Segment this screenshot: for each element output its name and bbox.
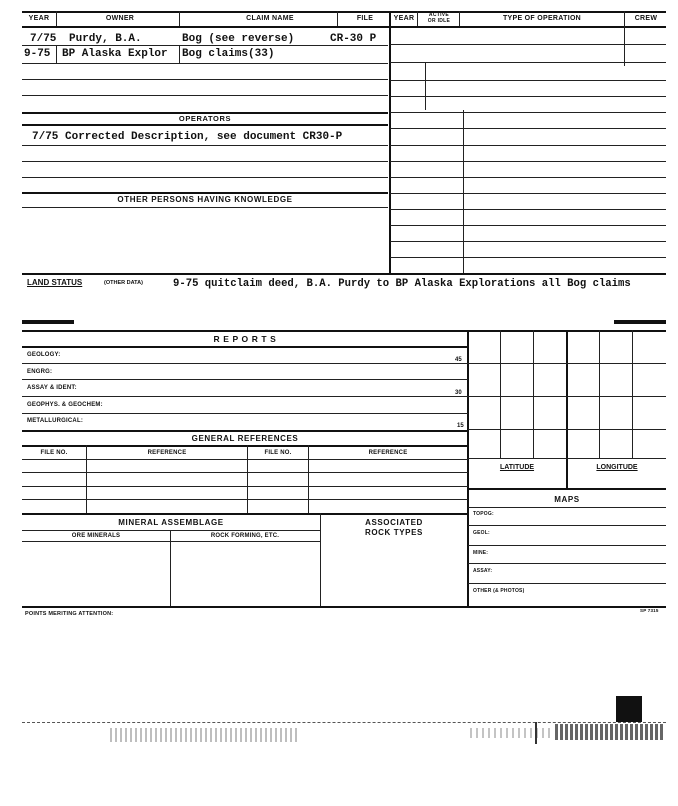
col-header-claim-name: CLAIM NAME — [246, 15, 294, 22]
col-header-year-2: YEAR — [393, 15, 415, 22]
maps-title: MAPS — [554, 495, 580, 504]
col-header-year: YEAR — [28, 15, 50, 22]
gr-file-no-2: FILE NO. — [264, 450, 292, 456]
map-topog: TOPOG: — [473, 511, 494, 517]
land-status-label: LAND STATUS — [27, 278, 83, 287]
active-line2: OR IDLE — [427, 18, 451, 24]
form-number: SP 7315 — [640, 608, 659, 613]
land-status-text: 9-75 quitclaim deed, B.A. Purdy to BP Alaska Explorations all Bog claims — [173, 278, 631, 290]
report-engrg: ENGRG: — [27, 369, 53, 375]
reports-title: R E P O R T S — [213, 334, 277, 344]
map-mine: MINE: — [473, 550, 489, 556]
mineral-assemblage-title: MINERAL ASSEMBLAGE — [118, 518, 224, 527]
report-assay: ASSAY & IDENT: — [27, 385, 77, 391]
owner-name-2: BP Alaska Explor — [62, 48, 168, 60]
col-header-type-of-operation: TYPE OF OPERATION — [502, 15, 582, 22]
report-metallurgical-num: 15 — [457, 423, 464, 429]
gr-file-no: FILE NO. — [40, 450, 68, 456]
claim-name-2: Bog claims(33) — [182, 48, 275, 60]
owner-date-1: 7/75 — [30, 33, 57, 45]
gr-reference-2: REFERENCE — [368, 450, 408, 456]
owner-name-1: Purdy, B.A. — [69, 33, 142, 45]
assoc-line1: ASSOCIATED — [365, 518, 423, 527]
report-metallurgical: METALLURGICAL: — [27, 418, 84, 424]
report-geology: GEOLOGY: — [27, 352, 61, 358]
col-header-file: FILE — [356, 15, 374, 22]
assoc-line2: ROCK TYPES — [364, 528, 423, 537]
points-meriting-attention: POINTS MERITING ATTENTION: — [25, 611, 114, 617]
report-geophys: GEOPHYS. & GEOCHEM: — [27, 402, 103, 408]
active-line1: ACTIVE — [428, 12, 450, 18]
land-status-sublabel: (OTHER DATA) — [104, 280, 143, 286]
map-geol: GEOL: — [473, 530, 490, 536]
map-other: OTHER (& PHOTOS) — [473, 588, 525, 594]
report-assay-num: 30 — [455, 390, 462, 396]
general-references-title: GENERAL REFERENCES — [191, 434, 299, 443]
col-header-active — [419, 12, 459, 24]
col-header-crew: CREW — [634, 15, 658, 22]
claim-name-1: Bog (see reverse) — [182, 33, 295, 45]
file-1: CR-30 P — [330, 33, 377, 45]
rock-forming-label: ROCK FORMING, ETC. — [210, 533, 280, 539]
associated-rock-types-title — [321, 518, 467, 538]
col-header-owner: OWNER — [105, 15, 135, 22]
other-persons-title: OTHER PERSONS HAVING KNOWLEDGE — [117, 195, 293, 204]
gr-reference: REFERENCE — [147, 450, 187, 456]
owner-date-2: 9-75 — [24, 48, 51, 60]
latitude-label: LATITUDE — [499, 464, 535, 471]
ore-minerals-label: ORE MINERALS — [71, 533, 121, 539]
map-assay: ASSAY: — [473, 568, 493, 574]
longitude-label: LONGITUDE — [596, 464, 638, 471]
report-geology-num: 45 — [455, 357, 462, 363]
operators-entry: 7/75 Corrected Description, see document CR30-P — [32, 131, 343, 143]
operators-title: OPERATORS — [178, 114, 232, 123]
